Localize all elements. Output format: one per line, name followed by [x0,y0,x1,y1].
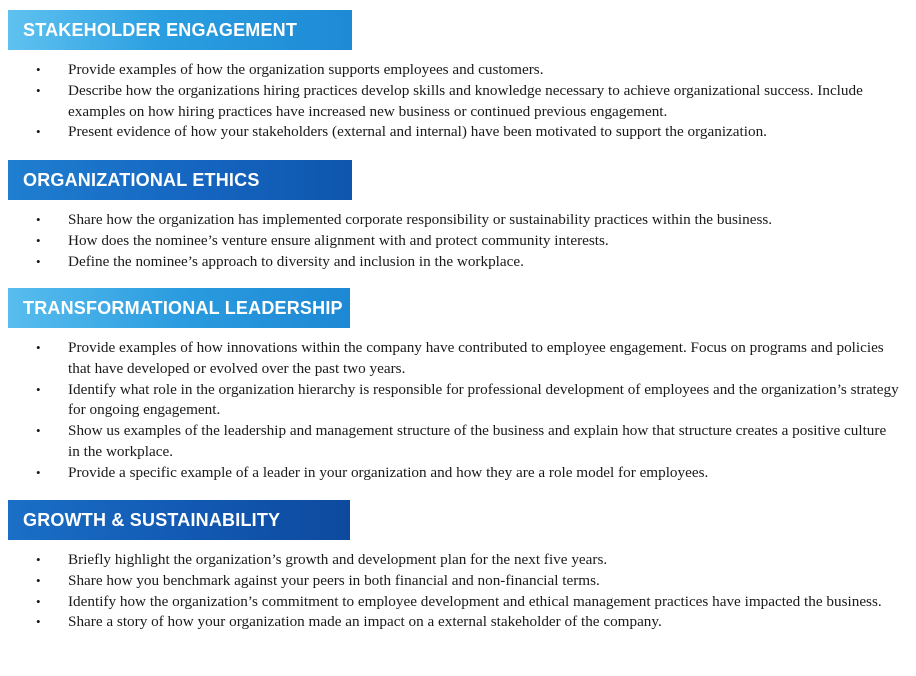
list-item [0,421,900,463]
list-item-text: Provide examples of how innovations within the company have contributed to employee engagement. Focus on programs and policies that have developed or evolved over the past two years. [68,339,884,377]
list-item [0,81,900,123]
list-item [0,463,900,484]
section-title: GROWTH & SUSTAINABILITY [23,509,281,530]
bullet: • [36,381,41,397]
growth-sustainability-list [0,550,900,633]
bullet: • [36,614,41,630]
organizational-ethics-list [0,210,900,272]
list-item-text: How does the nominee’s venture ensure alignment with and protect community interests. [68,231,609,249]
bullet: • [36,232,41,248]
list-item-text: Present evidence of how your stakeholders (external and internal) have been motivated to support the organization. [68,123,767,141]
list-item [0,210,900,231]
bullet: • [36,423,41,439]
bullet: • [36,340,41,355]
bullet: • [36,572,41,588]
list-item-text: Share how you benchmark against your peers in both financial and non-financial terms. [68,571,600,589]
list-item [0,612,900,633]
section-title: STAKEHOLDER ENGAGEMENT [23,19,298,40]
section-header-transformational-leadership [8,288,350,328]
list-item-text: Identify what role in the organization hierarchy is responsible for professional development of employees and the organization’s strategy for ongoing engagement. [68,380,899,419]
list-item [0,550,900,571]
bullet: • [36,124,41,140]
list-item-text: Provide a specific example of a leader in your organization and how they are a role model for employees. [68,463,709,481]
section-title: ORGANIZATIONAL ETHICS [23,169,260,190]
list-item-text: Define the nominee’s approach to diversity and inclusion in the workplace. [68,252,524,270]
list-item [0,122,900,143]
transformational-leadership-list [0,338,900,484]
section-header-stakeholder-engagement [8,10,352,50]
list-item [0,231,900,252]
list-item [0,380,900,422]
bullet: • [36,212,41,227]
section-title: TRANSFORMATIONAL LEADERSHIP [23,297,343,318]
bullet: • [36,593,41,609]
list-item-text: Describe how the organizations hiring practices develop skills and knowledge necessary to achieve organizational success. Include examples on how hiring practices have increased new business or continued previous engagement. [68,81,863,120]
bullet: • [36,82,41,98]
stakeholder-engagement-list [0,60,900,143]
list-item-text: Share a story of how your organization made an impact on a external stakeholder of the company. [68,613,662,631]
bullet: • [36,552,41,567]
list-item-text: Show us examples of the leadership and management structure of the business and explain how that structure creates a positive culture in the workplace. [68,422,887,460]
section-header-organizational-ethics [8,160,352,200]
list-item [0,592,900,613]
list-item-text: Briefly highlight the organization’s growth and development plan for the next five years. [68,551,608,568]
list-item [0,252,900,273]
list-item-text: Share how the organization has implemented corporate responsibility or sustainability practices within the business. [68,211,773,228]
list-item [0,338,900,380]
section-header-growth-sustainability [8,500,350,540]
bullet: • [36,62,41,77]
bullet: • [36,253,41,269]
bullet: • [36,464,41,480]
list-item [0,60,900,81]
list-item-text: Identify how the organization’s commitment to employee development and ethical management practices have impacted the business. [68,592,882,610]
list-item-text: Provide examples of how the organization supports employees and customers. [68,61,544,78]
list-item [0,571,900,592]
